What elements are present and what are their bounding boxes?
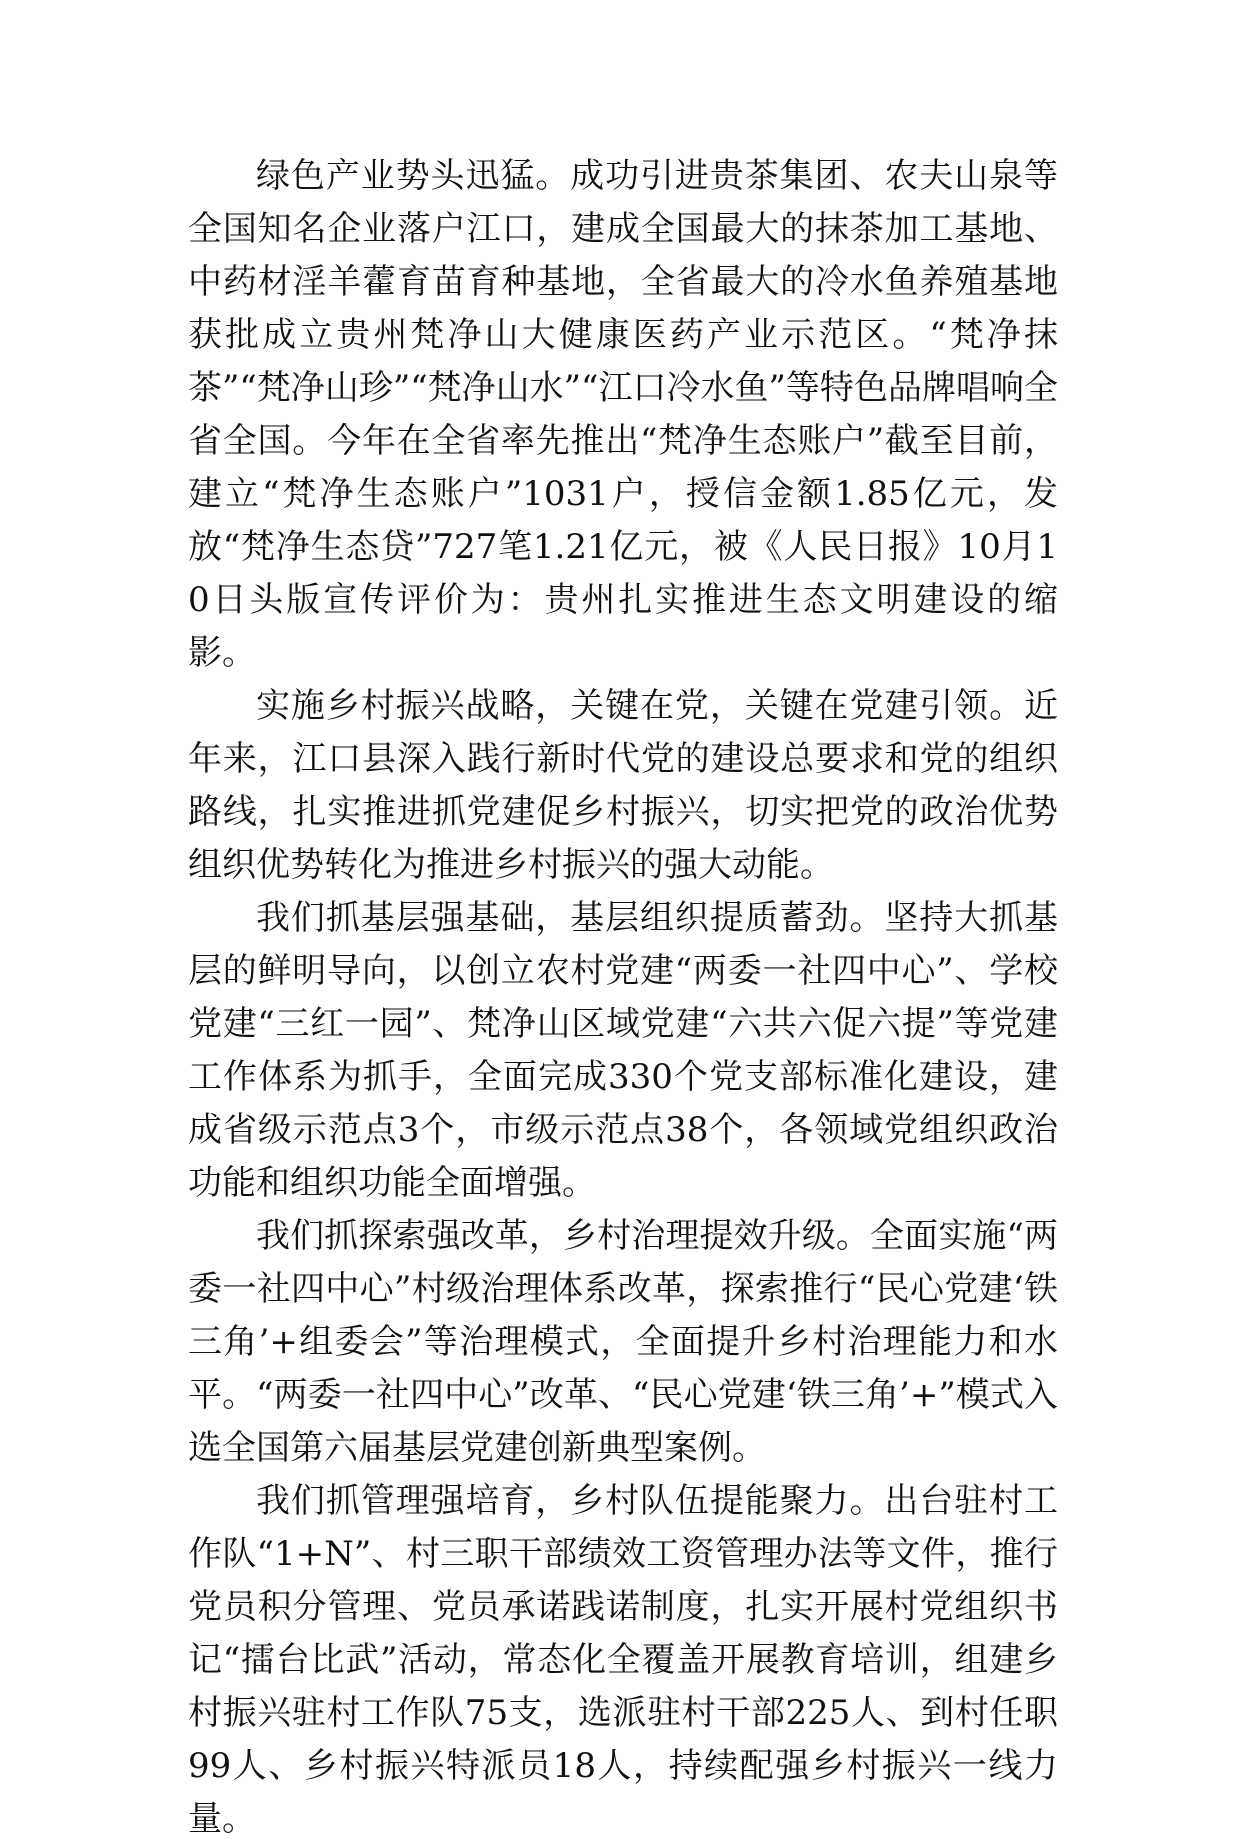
document-body <box>188 150 1058 1846</box>
paragraph-green-industry: 绿色产业势头迅猛。成功引进贵茶集团、农夫山泉等全国知名企业落户江口，建成全国最大的抹茶加工基地、中药材淫羊藿育苗育种基地，全省最大的冷水鱼养殖基地获批成立贵州梵净山大健康医药产业示范区。“梵净抹茶”“梵净山珍”“梵净山水”“江口冷水鱼”等特色品牌唱响全省全国。今年在全省率先推出“梵净生态账户”截至目前，建立“梵净生态账户”1031户，授信金额1.85亿元，发放“梵净生态贷”727笔1.21亿元，被《人民日报》10月10日头版宣传评价为：贵州扎实推进生态文明建设的缩影。 <box>188 156 1058 673</box>
paragraph-grassroots-organization: 我们抓基层强基础，基层组织提质蓄劲。坚持大抓基层的鲜明导向，以创立农村党建“两委一社四中心”、学校党建“三红一园”、梵净山区域党建“六共六促六提”等党建工作体系为抓手，全面完成330个党支部标准化建设，建成省级示范点3个，市级示范点38个，各领域党组织政治功能和组织功能全面增强。 <box>188 898 1058 1203</box>
paragraph-governance-reform: 我们抓探索强改革，乡村治理提效升级。全面实施“两委一社四中心”村级治理体系改革，探索推行“民心党建‘铁三角’+组委会”等治理模式，全面提升乡村治理能力和水平。“两委一社四中心”改革、“民心党建‘铁三角’+”模式入选全国第六届基层党建创新典型案例。 <box>188 1216 1058 1468</box>
paragraph-party-leadership: 实施乡村振兴战略，关键在党，关键在党建引领。近年来，江口县深入践行新时代党的建设总要求和党的组织路线，扎实推进抓党建促乡村振兴，切实把党的政治优势组织优势转化为推进乡村振兴的强大动能。 <box>188 686 1058 885</box>
paragraph-team-training: 我们抓管理强培育，乡村队伍提能聚力。出台驻村工作队“1+N”、村三职干部绩效工资管理办法等文件，推行党员积分管理、党员承诺践诺制度，扎实开展村党组织书记“擂台比武”活动，常态化全覆盖开展教育培训，组建乡村振兴驻村工作队75支，选派驻村干部225人、到村任职99人、乡村振兴特派员18人，持续配强乡村振兴一线力量。 <box>188 1481 1058 1839</box>
